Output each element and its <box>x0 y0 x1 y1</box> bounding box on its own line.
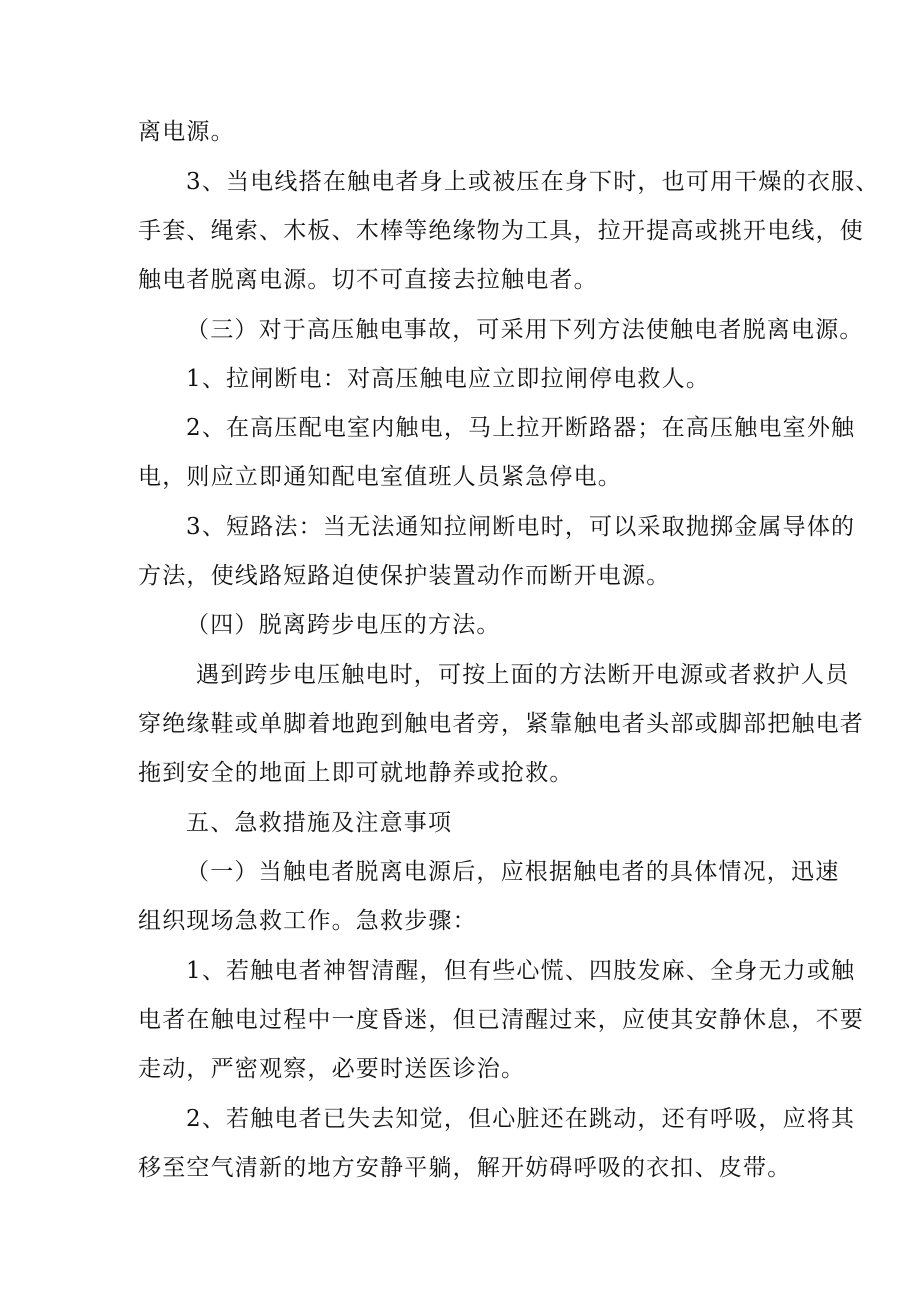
text-line: 2、若触电者已失去知觉，但心脏还在跳动，还有呼吸，应将其 <box>186 1106 856 1132</box>
text-line: 3、短路法：当无法通知拉闸断电时，可以采取抛掷金属导体的 <box>186 514 856 540</box>
text-line: 组织现场急救工作。急救步骤： <box>138 908 477 934</box>
section-heading: 五、急救措施及注意事项 <box>186 810 453 836</box>
text-line: 1、拉闸断电：对高压触电应立即拉闸停电救人。 <box>186 366 711 392</box>
text-line: 移至空气清新的地方安静平躺，解开妨碍呼吸的衣扣、皮带。 <box>138 1155 792 1181</box>
text-line: 方法，使线路短路迫使保护装置动作而断开电源。 <box>138 563 671 589</box>
text-line: 手套、绳索、木板、木棒等绝缘物为工具，拉开提高或挑开电线，使 <box>138 218 864 244</box>
text-line: 1、若触电者神智清醒，但有些心慌、四肢发麻、全身无力或触 <box>186 958 856 984</box>
text-line: （四）脱离跨步电压的方法。 <box>186 612 501 638</box>
text-line: 走动，严密观察，必要时送医诊治。 <box>138 1056 526 1082</box>
text-line: 拖到安全的地面上即可就地静养或抢救。 <box>138 760 574 786</box>
text-line: 穿绝缘鞋或单脚着地跑到触电者旁，紧靠触电者头部或脚部把触电者 <box>138 711 864 737</box>
text-line: 触电者脱离电源。切不可直接去拉触电者。 <box>138 267 598 293</box>
text-line: 电者在触电过程中一度昏迷，但已清醒过来，应使其安静休息，不要 <box>138 1007 864 1033</box>
text-line: 3、当电线搭在触电者身上或被压在身下时，也可用干燥的衣服、 <box>186 169 880 195</box>
text-line: 2、在高压配电室内触电，马上拉开断路器；在高压触电室外触 <box>186 415 856 441</box>
text-line: 电，则应立即通知配电室值班人员紧急停电。 <box>138 464 622 490</box>
text-line: 遇到跨步电压触电时，可按上面的方法断开电源或者救护人员 <box>196 662 850 688</box>
text-line: 离电源。 <box>138 119 235 145</box>
text-line: （三）对于高压触电事故，可采用下列方法使触电者脱离电源。 <box>186 317 864 343</box>
text-line: （一）当触电者脱离电源后，应根据触电者的具体情况，迅速 <box>186 859 840 885</box>
